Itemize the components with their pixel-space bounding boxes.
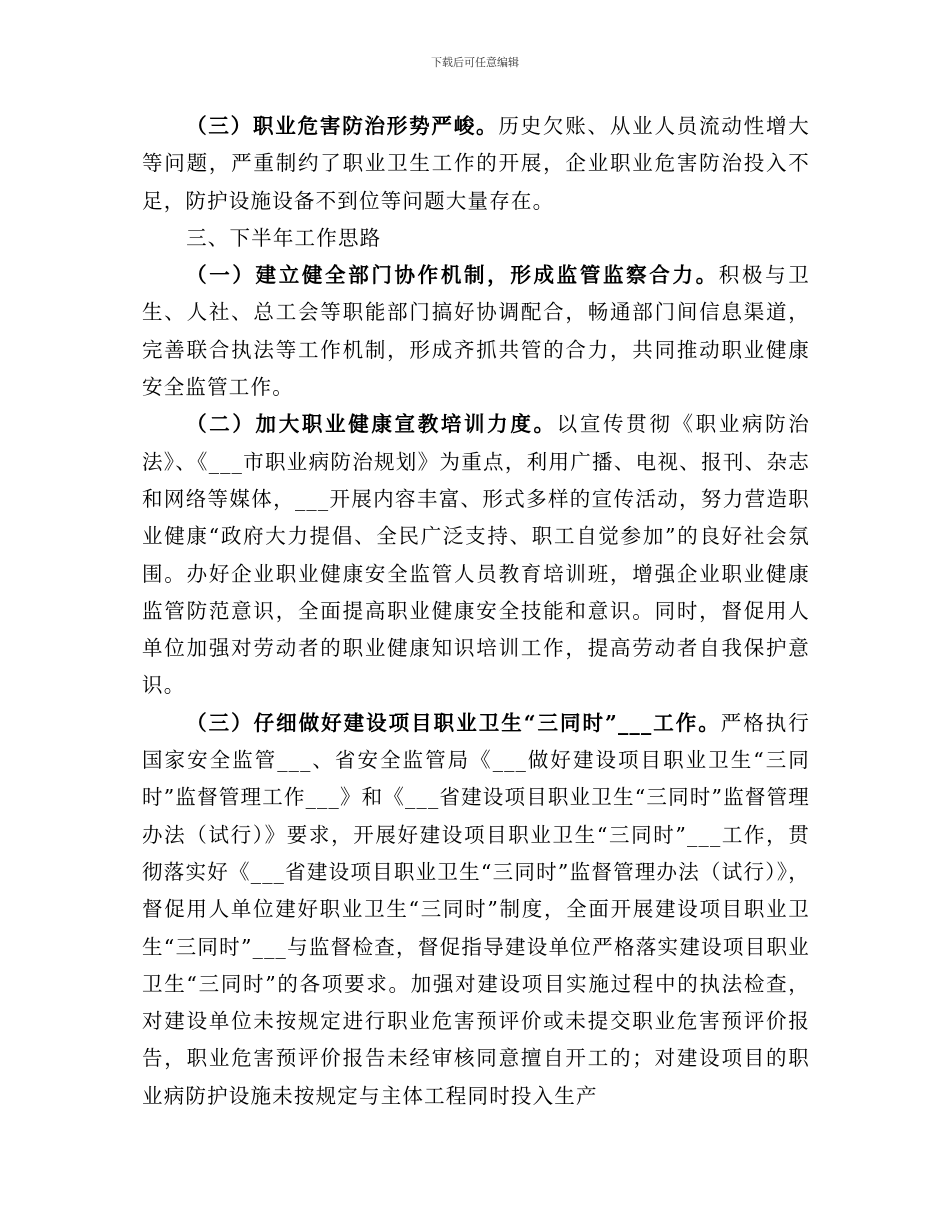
paragraph-text: 积极与卫生、人社、总工会等职能部门搞好协调配合，畅通部门间信息渠道，完善联合执法等工作机制，形成齐抓共管的合力，共同推动职业健康安全监管工作。 bbox=[142, 263, 810, 400]
paragraph-three-simultaneous bbox=[142, 705, 810, 1115]
paragraph-text: 严格执行国家安全监管___、省安全监管局《___做好建设项目职业卫生“三同时”监督管理工作___》和《___省建设项目职业卫生“三同时”监督管理办法（试行）》要求，开展好建设项目职业卫生“三同时”___工作，贯彻落实好《___省建设项目职业卫生“三同时”监督管理办法（试行）》，督促用人单位建好职业卫生“三同时”制度，全面开展建设项目职业卫生“三同时”___与监督检查，督促指导建设单位严格落实建设项目职业卫生“三同时”的各项要求。加强对建设项目实施过程中的执法检查，对建设单位未按规定进行职业危害预评价或未提交职业危害预评价报告，职业危害预评价报告未经审核同意擅自开工的；对建设项目的职业病防护设施未按规定与主体工程同时投入生产 bbox=[142, 710, 810, 1108]
section-heading-work-plan bbox=[142, 220, 810, 257]
paragraph-heading: （三）职业危害防治形势严峻。 bbox=[186, 114, 499, 138]
paragraph-heading: （一）建立健全部门协作机制，形成监管监察合力。 bbox=[186, 263, 719, 288]
paragraph-cooperation bbox=[142, 257, 810, 406]
section-heading-text: 三、下半年工作思路 bbox=[186, 225, 382, 250]
paragraph-training bbox=[142, 406, 810, 704]
paragraph-heading: （二）加大职业健康宣教培训力度。 bbox=[186, 412, 557, 437]
paragraph-risk-situation bbox=[142, 108, 810, 220]
paragraph-text: 以宣传贯彻《职业病防治法》、《___市职业病防治规划》为重点，利用广播、电视、报刊、杂志和网络等媒体，___开展内容丰富、形式多样的宣传活动，努力营造职业健康“政府大力提倡、全民广泛支持、职工自觉参加”的良好社会氛围。办好企业职业健康安全监管人员教育培训班，增强企业职业健康监管防范意识，全面提高职业健康安全技能和意识。同时，督促用人单位加强对劳动者的职业健康知识培训工作，提高劳动者自我保护意识。 bbox=[142, 412, 810, 698]
paragraph-text: 历史欠账、从业人员流动性增大等问题，严重制约了职业卫生工作的开展，企业职业危害防治投入不足，防护设施设备不到位等问题大量存在。 bbox=[142, 114, 810, 213]
document-body bbox=[142, 108, 810, 1115]
paragraph-heading: （三）仔细做好建设项目职业卫生“三同时”___工作。 bbox=[186, 710, 721, 735]
header-note: 下载后可任意编辑 bbox=[431, 56, 519, 69]
